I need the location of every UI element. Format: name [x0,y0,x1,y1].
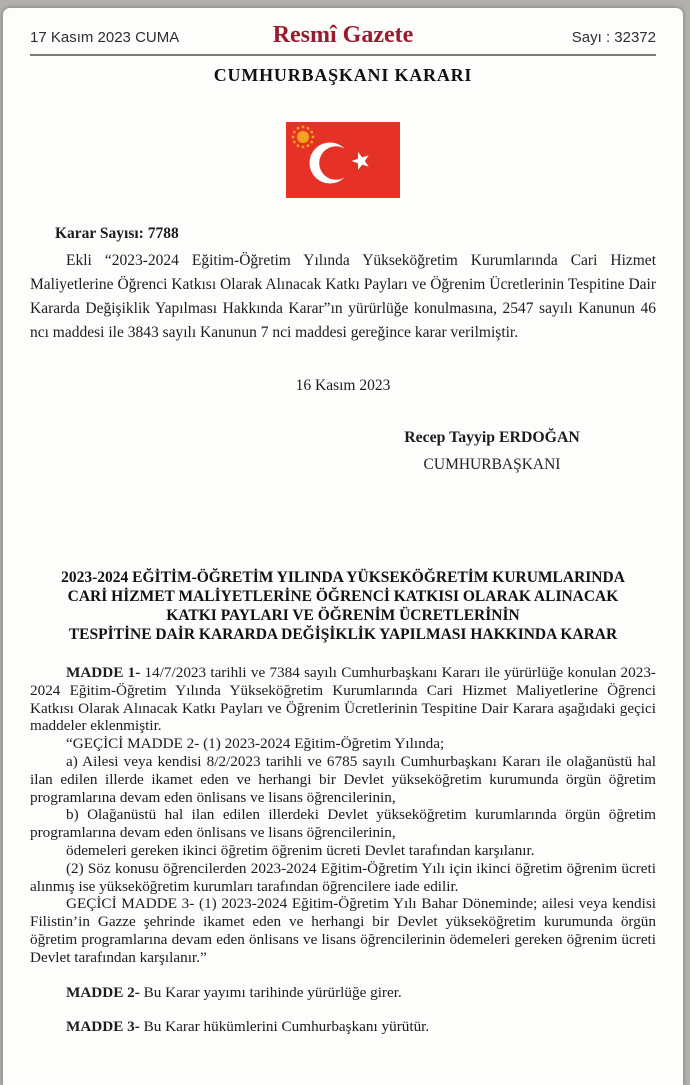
gazette-title: Resmî Gazete [272,22,414,48]
article-1-label: MADDE 1- [66,664,141,681]
gazette-header [30,20,656,49]
document-type-title: CUMHURBAŞKANI KARARI [213,65,473,85]
clause-b-paragraph [30,806,656,842]
temporary-article-2-text: “GEÇİCİ MADDE 2- (1) 2023-2024 Eğitim-Öğretim Yılında; [66,735,445,753]
clause-a-paragraph [30,753,656,806]
signature-block [342,429,642,474]
subclause-2-text: (2) Söz konusu öğrencilerden 2023-2024 Eğitim-Öğretim Yılı için ikinci öğretim öğrenim ücreti alınmış ise yükseköğretim kurumları tarafından öğrencilere iade edilir. [30,859,656,895]
clause-a-text: a) Ailesi veya kendisi 8/2/2023 tarihli ve 6785 sayılı Cumhurbaşkanı Kararı ile olağanüstü hal ilan edilen illerde ikamet eden ve herhangi bir Devlet yükseköğretim kurumunda örgün öğretim programlarına devam eden önlisans ve lisans öğrencilerinin, [30,752,656,806]
article-3-label: MADDE 3- [66,1018,140,1036]
decision-date: 16 Kasım 2023 [295,377,391,394]
clause-closing-paragraph [30,842,656,860]
decree-title-line: TESPİTİNE DAİR KARARDA DEĞİŞİKLİK YAPILMASI HAKKINDA KARAR [68,626,618,643]
decree-title-line: CARİ HİZMET MALİYETLERİNE ÖĞRENCİ KATKISI OLARAK ALINACAK [67,588,619,605]
article-1-text: 14/7/2023 tarihli ve 7384 sayılı Cumhurbaşkanı Kararı ile yürürlüğe konulan 2023-2024 Eğitim-Öğretim Yılında Yükseköğretim Kurumlarında Cari Hizmet Maliyetlerine Öğrenci Katkısı Olarak Alınacak Katkı Payları ve Öğrenim Ücretlerinin Tespitine Dair Karara aşağıdaki geçici maddeler eklenmiştir. [30,664,656,735]
header-divider [30,54,656,56]
subclause-2-paragraph [30,860,656,896]
flag-container [30,122,656,203]
temporary-article-3-text: GEÇİCİ MADDE 3- (1) 2023-2024 Eğitim-Öğretim Yılı Bahar Döneminde; ailesi veya kendisi Filistin’in Gazze şehrinde ikamet eden ve herhangi bir Devlet yükseköğretim kurumunda örgün öğretim programlarına devam eden önlisans ve lisans öğrencilerinin ödemeleri gereken öğrenim ücreti Devlet tarafından karşılanır.” [30,895,656,966]
intro-paragraph: Ekli “2023-2024 Eğitim-Öğretim Yılında Yükseköğretim Kurumlarında Cari Hizmet Maliyetlerine Öğrenci Katkısı Olarak Alınacak Katkı Payları ve Öğrenim Ücretlerinin Tespitine Dair Kararda Değişiklik Yapılması Hakkında Karar”ın yürürlüğe konulmasına, 2547 sayılı Kanunun 46 ncı maddesi ile 3843 sayılı Kanunun 7 nci maddesi gereğince karar verilmiştir. [30,252,656,341]
decree-title-line: 2023-2024 EĞİTİM-ÖĞRETİM YILINDA YÜKSEKÖĞRETİM KURUMLARINDA [61,569,625,586]
article-2-label: MADDE 2- [66,983,140,1001]
signature-name: Recep Tayyip ERDOĞAN [404,429,580,446]
gazette-date: 17 Kasım 2023 CUMA [30,29,180,46]
clause-closing-text: ödemeleri gereken ikinci öğretim öğrenim ücreti Devlet tarafından karşılanır. [66,841,535,859]
article-2-text: Bu Karar yayımı tarihinde yürürlüğe girer. [139,983,402,1001]
article-3-text: Bu Karar hükümlerini Cumhurbaşkanı yürütür. [139,1018,430,1036]
article-2-paragraph [30,984,656,1002]
article-3-paragraph [30,1018,656,1036]
article-1-paragraph [30,664,656,735]
decree-body [30,664,656,1036]
gazette-issue-number: Sayı : 32372 [571,29,656,46]
clause-b-text: b) Olağanüstü hal ilan edilen illerdeki Devlet yükseköğretim kurumlarında örgün öğretim programlarına devam eden önlisans ve lisans öğrencilerinin, [30,806,656,842]
turkish-flag-icon [286,122,400,198]
decree-title [30,568,656,644]
decree-title-line: KATKI PAYLARI VE ÖĞRENİM ÜCRETLERİNİN [166,607,520,624]
gazette-page [3,8,683,1085]
temporary-article-3-paragraph [30,895,656,966]
decree-number: Karar Sayısı: 7788 [55,225,179,242]
temporary-article-2-opening [30,735,656,753]
signature-role: CUMHURBAŞKANI [423,456,561,473]
